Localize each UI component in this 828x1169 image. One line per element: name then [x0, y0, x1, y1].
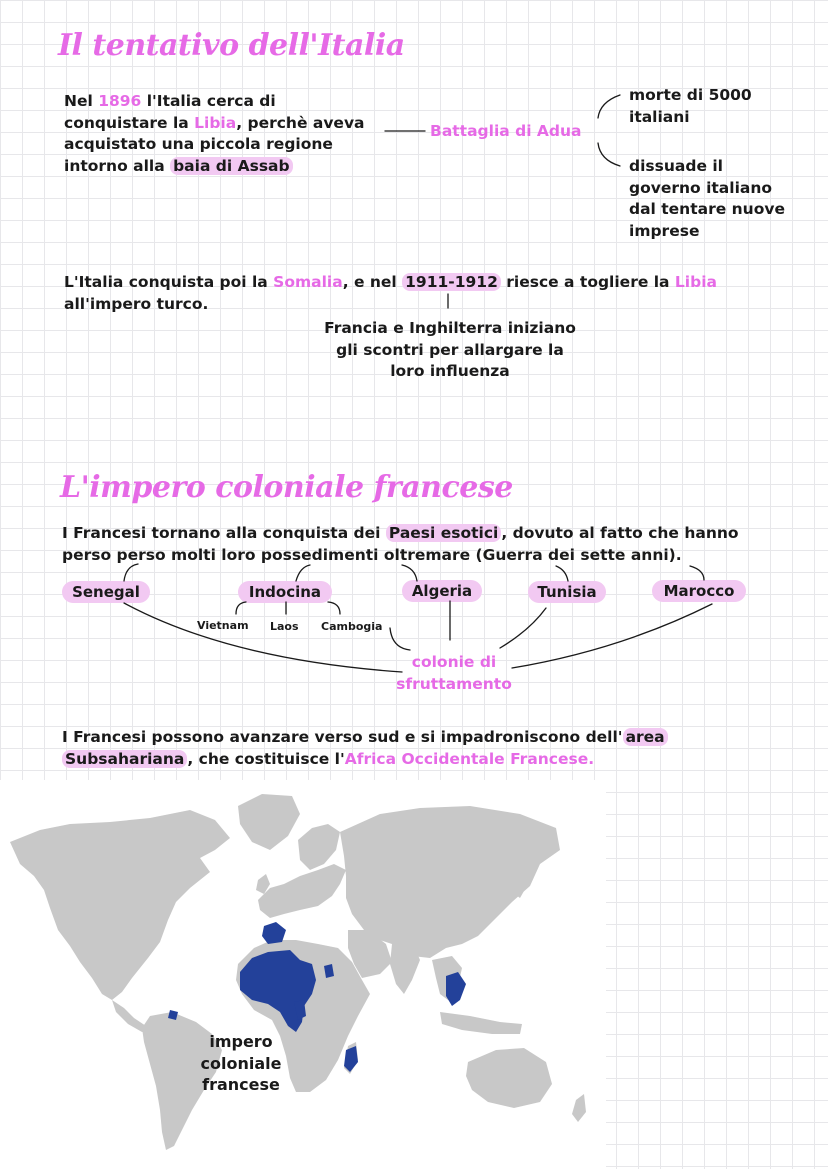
libia-term-2: Libia — [674, 273, 717, 291]
aof-term: Africa Occidentale Francese. — [344, 749, 595, 768]
sub-vietnam: Vietnam — [197, 619, 249, 632]
indochina-shape — [446, 972, 466, 1006]
francia-intro: I Francesi tornano alla conquista dei Paesi esotici , dovuto al fatto che hanno perso perso molti loro possedimenti oltremare (Guerra dei sette anni). — [62, 524, 739, 564]
somalia-paragraph: L'Italia conquista poi la Somalia, e nel 1911-1912 riesce a togliere la Libia all'impero turco. — [64, 273, 717, 313]
sub-bracket-right — [328, 602, 340, 614]
bracket-senegal — [124, 564, 138, 581]
italia-intro: Nel 1896 l'Italia cerca di conquistare la Libia, perchè aveva acquistato una piccola regione intorno alla baia di Assab — [64, 92, 365, 175]
somalia-term: Somalia — [273, 273, 343, 291]
section-title-francia: L'impero coloniale francese — [60, 470, 513, 505]
colony-marocco: Marocco — [652, 580, 746, 602]
sub-bracket-left — [236, 602, 246, 614]
area-highlight: area — [623, 728, 668, 746]
bracket-indocina — [296, 565, 310, 581]
subsahariana-paragraph: I Francesi possono avanzare verso sud e si impadroniscono dell' area Subsahariana , che costituisce l'Africa Occidentale Francese. — [62, 727, 668, 770]
colony-tunisia: Tunisia — [528, 581, 606, 603]
sub-laos: Laos — [270, 620, 299, 633]
line-senegal-colonie — [124, 603, 402, 672]
colonie-sfruttamento: colonie di sfruttamento — [396, 653, 512, 693]
section-title-italia: Il tentativo dell'Italia — [58, 28, 405, 63]
assab-highlight: baia di Assab — [170, 157, 293, 175]
libia-term: Libia — [194, 113, 237, 132]
bracket-top — [598, 95, 620, 118]
bracket-marocco — [690, 566, 704, 580]
consequence-dissuade: dissuade il governo italiano dal tentare nuove imprese — [629, 157, 785, 240]
consequence-deaths: morte di 5000 italiani — [629, 86, 752, 126]
bracket-tunisia — [556, 566, 568, 581]
colony-senegal: Senegal — [62, 581, 150, 603]
battle-adua: Battaglia di Adua — [430, 122, 582, 140]
years-1911-1912: 1911-1912 — [402, 273, 501, 291]
year-1896: 1896 — [98, 92, 142, 110]
colony-indocina: Indocina — [238, 581, 332, 603]
madagascar-shape — [344, 1046, 358, 1072]
bracket-algeria — [402, 565, 417, 581]
subsahariana-highlight: Subsahariana — [62, 750, 187, 768]
map-label: impero coloniale francese — [200, 1032, 282, 1094]
france-england-note: Francia e Inghilterra iniziano gli scontri per allargare la loro influenza — [324, 319, 576, 380]
colony-algeria: Algeria — [402, 580, 482, 602]
world-map — [0, 780, 606, 1169]
line-indocina-colonie — [390, 628, 410, 650]
bracket-bottom — [598, 143, 620, 166]
line-tunisia-colonie — [500, 608, 546, 648]
paesi-esotici-highlight: Paesi esotici — [386, 524, 501, 542]
sub-cambogia: Cambogia — [321, 620, 383, 633]
france-shape — [262, 922, 286, 944]
